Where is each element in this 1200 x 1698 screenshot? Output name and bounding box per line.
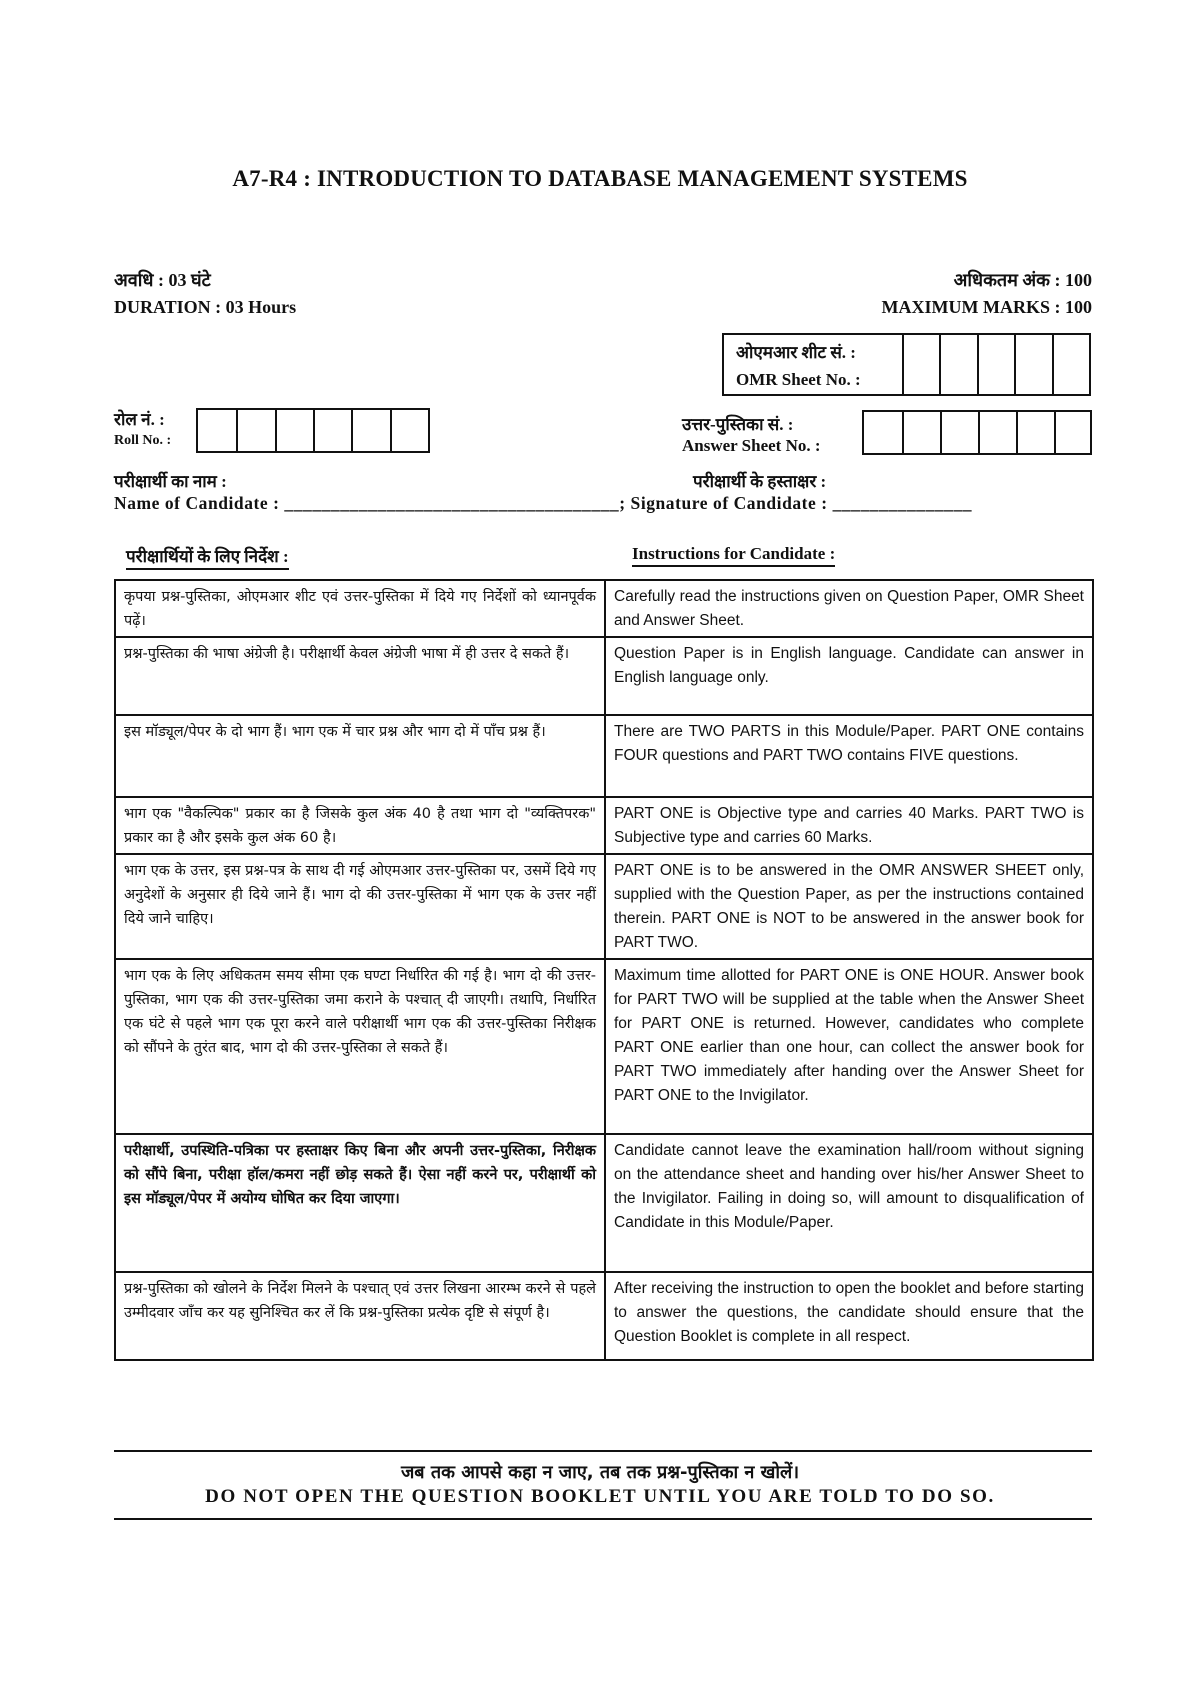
instruction-row [115,854,1093,959]
roll-digit-cell[interactable] [198,410,236,451]
instruction-english: Carefully read the instructions given on Question Paper, OMR Sheet and Answer Sheet. [605,580,1093,637]
omr-digit-cell[interactable] [904,335,939,394]
answer-sheet-digit-cell[interactable] [978,412,1016,453]
candidate-signature-label-hindi: परीक्षार्थी के हस्ताक्षर : [693,472,827,491]
answer-sheet-digit-cell[interactable] [940,412,978,453]
roll-digit-cell[interactable] [236,410,274,451]
roll-number-cells [196,408,430,453]
instruction-row [115,959,1093,1134]
instructions-heading-hindi: परीक्षार्थियों के लिए निर्देश : [126,544,289,570]
paper-title: A7-R4 : INTRODUCTION TO DATABASE MANAGEMENT SYSTEMS [232,166,968,191]
instructions-heading-english: Instructions for Candidate : [632,544,835,567]
roll-digit-cell[interactable] [390,410,428,451]
instruction-english: There are TWO PARTS in this Module/Paper. PART ONE contains FOUR questions and PART TWO contains FIVE questions. [605,715,1093,797]
answer-sheet-digit-cell[interactable] [864,412,902,453]
instruction-row [115,1134,1093,1272]
instruction-english: Candidate cannot leave the examination hall/room without signing on the attendance sheet and handing over his/her Answer Sheet to the Invigilator. Failing in doing so, will amount to disqualification of Candidate in this Module/Paper. [605,1134,1093,1272]
instruction-hindi: परीक्षार्थी, उपस्थिति-पत्रिका पर हस्ताक्षर किए बिना और अपनी उत्तर-पुस्तिका, निरीक्षक को सौंपे बिना, परीक्षा हॉल/कमरा नहीं छोड़ सकते हैं। ऐसा नहीं करने पर, परीक्षार्थी को इस मॉड्यूल/पेपर में अयोग्य घोषित कर दिया जाएगा। [115,1134,605,1272]
omr-sheet-label [724,335,904,394]
max-marks-hindi: अधिकतम अंक : 100 [953,270,1092,290]
instruction-hindi: प्रश्न-पुस्तिका को खोलने के निर्देश मिलने के पश्चात् एवं उत्तर लिखना आरम्भ करने से पहले उम्मीदवार जाँच कर यह सुनिश्चित कर लें कि प्रश्न-पुस्तिका प्रत्येक दृष्टि से संपूर्ण है। [115,1272,605,1360]
instruction-hindi: कृपया प्रश्न-पुस्तिका, ओएमआर शीट एवं उत्तर-पुस्तिका में दिये गए निर्देशों को ध्यानपूर्वक पढ़ें। [115,580,605,637]
instruction-english: Maximum time allotted for PART ONE is ONE HOUR. Answer book for PART TWO will be supplied at the table when the Answer Sheet for PART ONE is returned. However, candidates who complete PART ONE earlier than one hour, can collect the answer book for PART TWO immediately after handing over the Answer Sheet for PART ONE to the Invigilator. [605,959,1093,1134]
instruction-hindi: भाग एक के लिए अधिकतम समय सीमा एक घण्टा निर्धारित की गई है। भाग दो की उत्तर-पुस्तिका, भाग एक की उत्तर-पुस्तिका जमा कराने के पश्चात् दी जाएगी। तथापि, निर्धारित एक घंटे से पहले भाग एक पूरा करने वाले परीक्षार्थी भाग एक की उत्तर-पुस्तिका निरीक्षक को सौंपने के तुरंत बाद, भाग दो की उत्तर-पुस्तिका ले सकते हैं। [115,959,605,1134]
footer-warning-hindi: जब तक आपसे कहा न जाए, तब तक प्रश्न-पुस्तिका न खोलें। [400,1462,800,1483]
answer-sheet-digit-cell[interactable] [902,412,940,453]
omr-digit-cell[interactable] [1014,335,1051,394]
instruction-hindi: इस मॉड्यूल/पेपर के दो भाग हैं। भाग एक में चार प्रश्न और भाग दो में पाँच प्रश्न हैं। [115,715,605,797]
footer-warning-english: DO NOT OPEN THE QUESTION BOOKLET UNTIL YOU ARE TOLD TO DO SO. [205,1486,995,1507]
name-signature-line[interactable]: Name of Candidate : ____________________________________; Signature of Candidate : _______________ [114,493,973,513]
instruction-english: After receiving the instruction to open the booklet and before starting to answer the questions, the candidate should ensure that the Question Booklet is complete in all respect. [605,1272,1093,1360]
roll-number-label-hindi: रोल नं. : [114,410,165,429]
candidate-name-label-hindi: परीक्षार्थी का नाम : [114,472,227,491]
instruction-hindi: भाग एक "वैकल्पिक" प्रकार का है जिसके कुल अंक 40 है तथा भाग दो "व्यक्तिपरक" प्रकार का है और इसके कुल अंक 60 है। [115,797,605,854]
answer-sheet-number-cells [862,410,1092,455]
omr-digit-cell[interactable] [977,335,1014,394]
instruction-english: PART ONE is Objective type and carries 40 Marks. PART TWO is Subjective type and carries 60 Marks. [605,797,1093,854]
duration-english: DURATION : 03 Hours [114,297,297,317]
omr-digit-cell[interactable] [1052,335,1089,394]
instruction-hindi: भाग एक के उत्तर, इस प्रश्न-पत्र के साथ दी गई ओएमआर उत्तर-पुस्तिका पर, उसमें दिये गए अनुदेशों के अनुसार ही दिये जाने हैं। भाग दो की उत्तर-पुस्तिका में भाग एक के उत्तर नहीं दिये जाने चाहिए। [115,854,605,959]
roll-digit-cell[interactable] [351,410,389,451]
roll-number-label-english: Roll No. : [114,433,172,448]
instruction-english: PART ONE is to be answered in the OMR ANSWER SHEET only, supplied with the Question Paper, as per the instructions contained therein. PART ONE is NOT to be answered in the answer book for PART TWO. [605,854,1093,959]
answer-sheet-label-english: Answer Sheet No. : [682,436,821,455]
omr-sheet-digit-cells [904,335,1089,394]
instruction-hindi: प्रश्न-पुस्तिका की भाषा अंग्रेजी है। परीक्षार्थी केवल अंग्रेजी भाषा में ही उत्तर दे सकते हैं। [115,637,605,715]
omr-digit-cell[interactable] [939,335,976,394]
answer-sheet-digit-cell[interactable] [1054,412,1090,453]
footer-bottom-rule [114,1518,1092,1520]
omr-sheet-label-english: OMR Sheet No. : [736,370,861,389]
instruction-row [115,637,1093,715]
instructions-table [114,579,1094,1361]
footer-top-rule [114,1450,1092,1452]
instruction-row [115,1272,1093,1360]
instruction-row [115,580,1093,637]
roll-digit-cell[interactable] [275,410,313,451]
instruction-row [115,715,1093,797]
max-marks-english: MAXIMUM MARKS : 100 [881,297,1092,317]
roll-digit-cell[interactable] [313,410,351,451]
answer-sheet-digit-cell[interactable] [1016,412,1054,453]
instruction-row [115,797,1093,854]
answer-sheet-label-hindi: उत्तर-पुस्तिका सं. : [682,415,794,434]
duration-hindi: अवधि : 03 घंटे [114,270,211,290]
omr-sheet-label-hindi: ओएमआर शीट सं. : [736,343,856,362]
omr-sheet-number-box [722,333,1091,396]
instruction-english: Question Paper is in English language. Candidate can answer in English language only. [605,637,1093,715]
